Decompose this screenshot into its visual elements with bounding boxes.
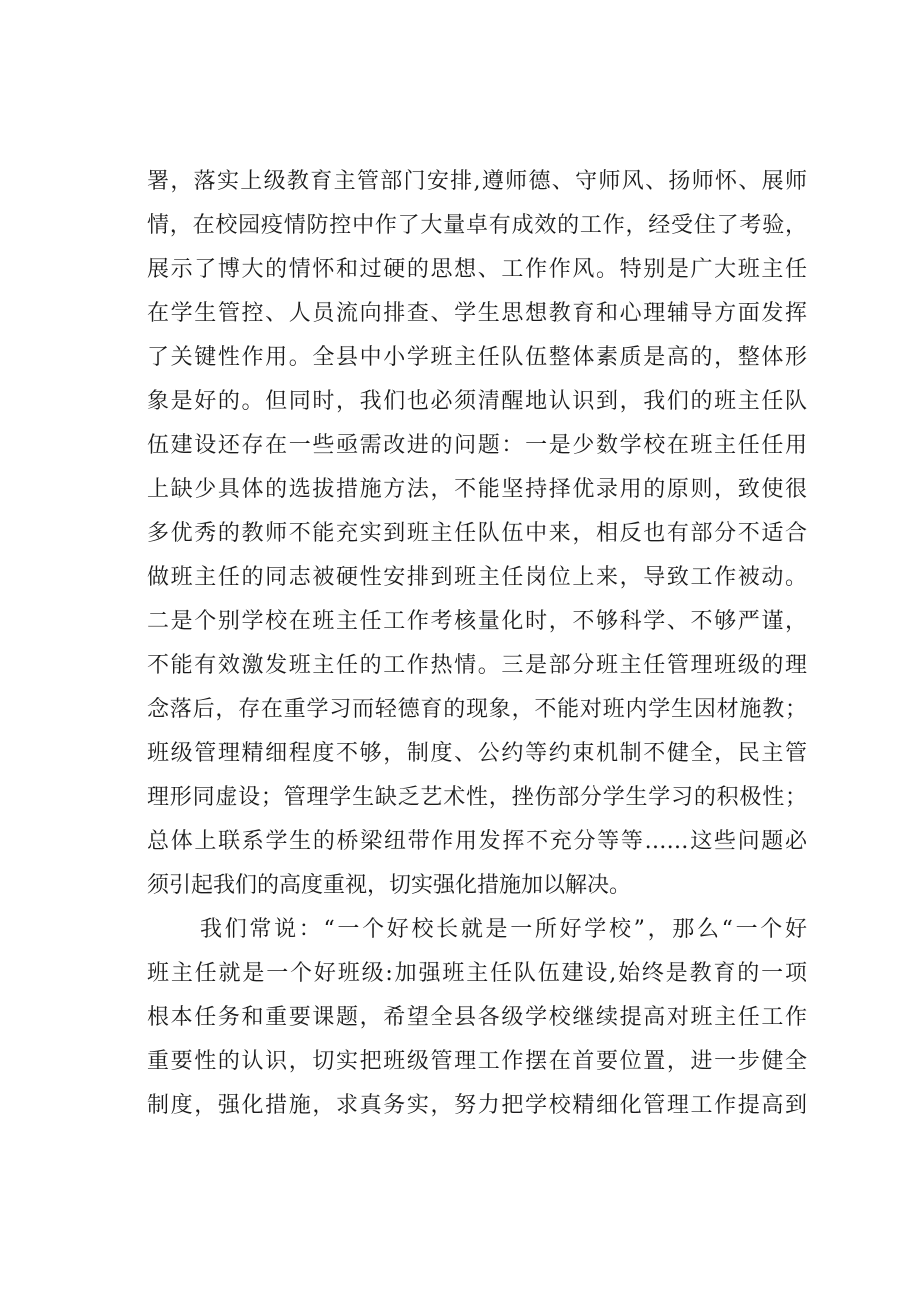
text-line: [147, 1084, 807, 1128]
line-text: 不能有效激发班主任的工作热情。三是部分班主任管理班级的理: [147, 653, 807, 678]
line-text: 重要性的认识，切实把班级管理工作摆在首要位置，进一步健全: [147, 1049, 807, 1074]
text-line: [147, 644, 807, 688]
line-text: 多优秀的教师不能充实到班主任队伍中来，相反也有部分不适合: [147, 521, 807, 546]
line-text: 了关键性作用。全县中小学班主任队伍整体素质是高的，整体形: [147, 345, 807, 370]
line-text: 二是个别学校在班主任工作考核量化时，不够科学、不够严谨，: [147, 609, 807, 634]
text-line: [147, 776, 807, 820]
text-line: [147, 380, 807, 424]
text-line: [147, 424, 807, 468]
line-text: 上缺少具体的选拔措施方法，不能坚持择优录用的原则，致使很: [147, 477, 807, 502]
text-line: [147, 864, 807, 908]
text-line: [147, 600, 807, 644]
text-line: [147, 732, 807, 776]
line-text: 展示了博大的情怀和过硬的思想、工作作风。特别是广大班主任: [147, 257, 807, 282]
text-line: [147, 908, 807, 952]
text-line: [147, 556, 807, 600]
line-text: 班级管理精细程度不够，制度、公约等约束机制不健全，民主管: [147, 741, 807, 766]
line-text: 伍建设还存在一些亟需改进的问题：一是少数学校在班主任任用: [147, 433, 807, 458]
text-line: [147, 688, 807, 732]
line-text: 念落后，存在重学习而轻德育的现象，不能对班内学生因材施教；: [147, 697, 807, 722]
text-line: [147, 996, 807, 1040]
text-line: [147, 952, 807, 996]
text-line: [147, 160, 807, 204]
text-line: [147, 336, 807, 380]
line-text: 须引起我们的高度重视，切实强化措施加以解决。: [147, 873, 632, 898]
line-text: 做班主任的同志被硬性安排到班主任岗位上来，导致工作被动。: [147, 565, 807, 590]
line-text: 情，在校园疫情防控中作了大量卓有成效的工作，经受住了考验，: [147, 213, 807, 238]
text-line: [147, 820, 807, 864]
line-text: 理形同虚设；管理学生缺乏艺术性，挫伤部分学生学习的积极性；: [147, 785, 807, 810]
text-line: [147, 292, 807, 336]
text-line: [147, 1040, 807, 1084]
line-text: 我们常说：“一个好校长就是一所好学校”，那么“一个好: [200, 917, 807, 942]
line-text: 制度，强化措施，求真务实，努力把学校精细化管理工作提高到: [147, 1093, 807, 1118]
line-text: 班主任就是一个好班级:加强班主任队伍建设,始终是教育的一项: [147, 961, 807, 986]
text-line: [147, 204, 807, 248]
line-text: 总体上联系学生的桥梁纽带作用发挥不充分等等……这些问题必: [147, 829, 807, 854]
line-text: 根本任务和重要课题，希望全县各级学校继续提高对班主任工作: [147, 1005, 807, 1030]
line-text: 在学生管控、人员流向排查、学生思想教育和心理辅导方面发挥: [147, 301, 807, 326]
body-text: [147, 160, 807, 1128]
line-text: 象是好的。但同时，我们也必须清醒地认识到，我们的班主任队: [147, 389, 807, 414]
line-text: 署，落实上级教育主管部门安排,遵师德、守师风、扬师怀、展师: [147, 169, 807, 194]
text-line: [147, 468, 807, 512]
text-line: [147, 512, 807, 556]
text-line: [147, 248, 807, 292]
